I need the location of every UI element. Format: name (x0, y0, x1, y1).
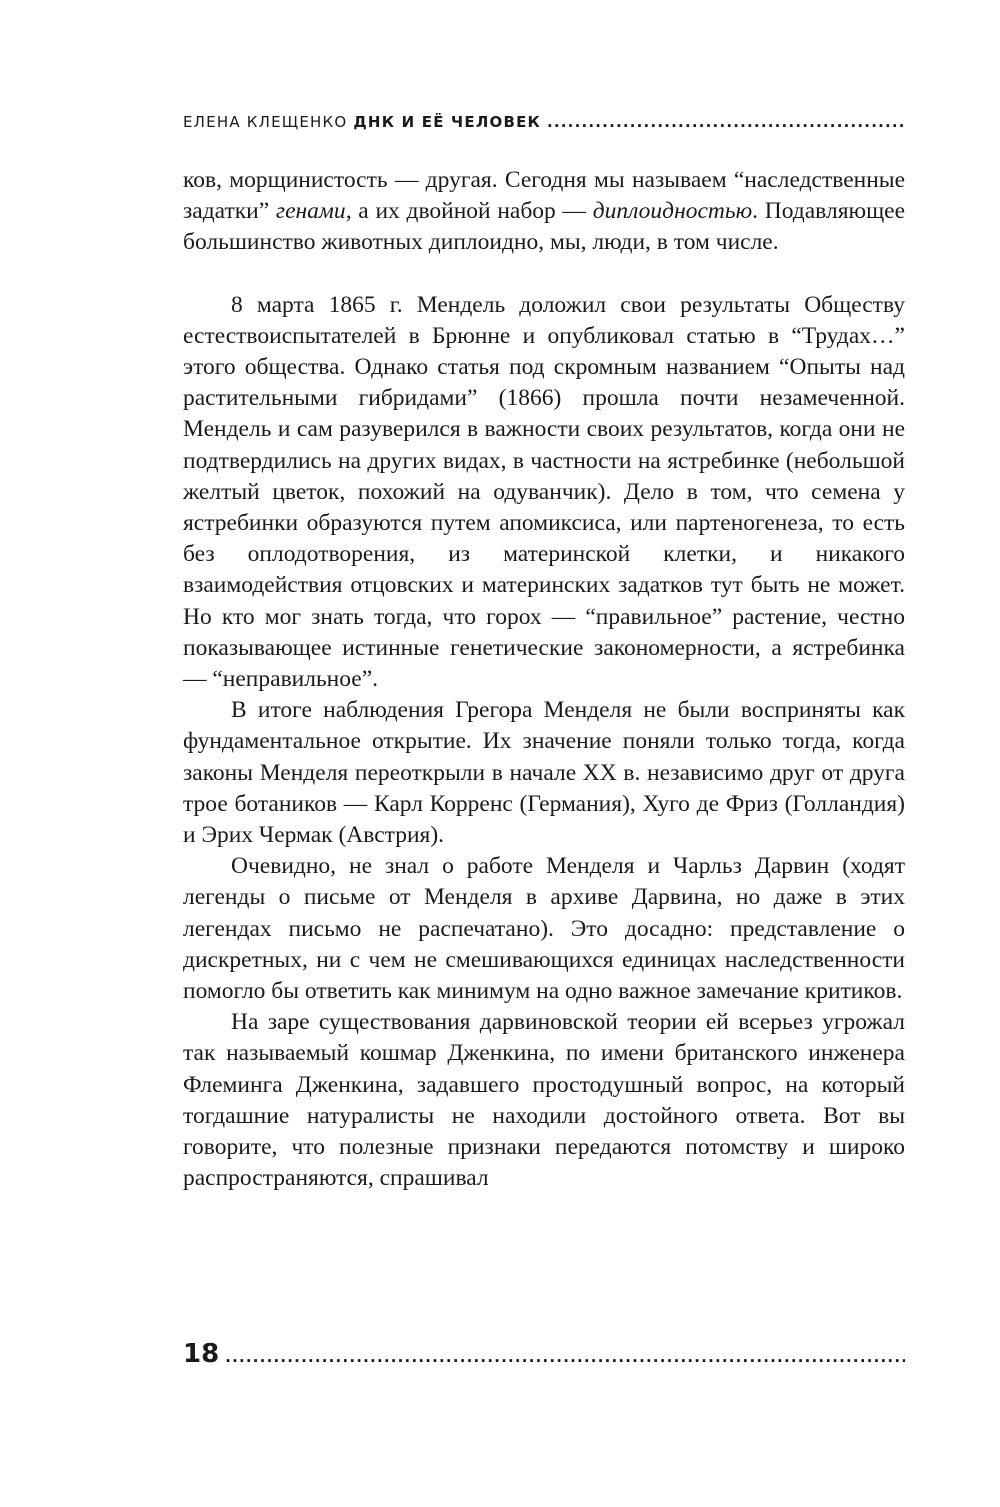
footer-leader-dots (225, 1348, 905, 1366)
header-author: ЕЛЕНА КЛЕЩЕНКО (183, 113, 348, 131)
running-header (183, 113, 905, 139)
header-leader-dots (547, 113, 905, 131)
paragraph-2: 8 марта 1865 г. Мендель доложил свои результаты Обществу естествоиспытателей в Брюнне и опубликовал статью в “Трудах…” этого общества. Однако статья под скромным названием “Опыты над растительными гибридами” (1866) прошла почти незамеченной. Мендель и сам разуверился в важности своих результатов, когда они не подтвердились на других видах, в частности на ястребинке (небольшой желтый цветок, похожий на одуванчик). Дело в том, что семена у ястребинки образуются путем апомиксиса, или партеногенеза, то есть без оплодотворения, из материнской клетки, и никакого взаимодействия отцовских и материнских задатков тут быть не может. Но кто мог знать тогда, что горох — “правильное” растение, честно показывающее истинные генетические закономерности, а ястребинка — “неправильное”. (183, 291, 905, 693)
p1-italic-genes: генами (275, 198, 346, 225)
page-footer (183, 1339, 905, 1375)
p1-italic-diploidy: диплоидностью (592, 198, 753, 225)
body-text (183, 165, 905, 1195)
p1-text-1: ков, морщинистость — другая. Сегодня мы называем “наследственные задатки” (183, 167, 905, 225)
paragraph-1 (183, 165, 905, 259)
paragraph-4: Очевидно, не знал о работе Менделя и Чарльз Дарвин (ходят легенды о письме от Менделя в архиве Дарвина, но даже в этих легендах письмо не распечатано). Это досадно: представление о дискретных, ни с чем не смешивающихся единицах наследственности помогло бы ответить как минимум на одно важное замечание критиков. (183, 853, 905, 1005)
header-book-title: ДНК И ЕЁ ЧЕЛОВЕК (353, 113, 541, 131)
paragraph-5: На заре существования дарвиновской теории ей всерьез угрожал так называемый кошмар Дженкина, по имени британского инженера Флеминга Дженкина, задавшего простодушный вопрос, на который тогдашние натуралисты не находили достойного ответа. Вот вы говорите, что полезные признаки передаются потомству и широко распространяются, спрашивал (183, 1009, 905, 1192)
p1-text-3: . Подавляющее большинство животных диплоидно, мы, люди, в том числе. (183, 198, 906, 256)
paragraph-3: В итоге наблюдения Грегора Менделя не были восприняты как фундаментальное открытие. Их значение поняли только тогда, когда законы Менделя переоткрыли в начале XX в. независимо друг от друга трое ботаников — Карл Корренс (Германия), Хуго де Фриз (Голландия) и Эрих Чермак (Австрия). (183, 697, 905, 849)
p1-text-2: , а их двойной набор — (345, 198, 593, 225)
page-number: 18 (183, 1339, 220, 1369)
